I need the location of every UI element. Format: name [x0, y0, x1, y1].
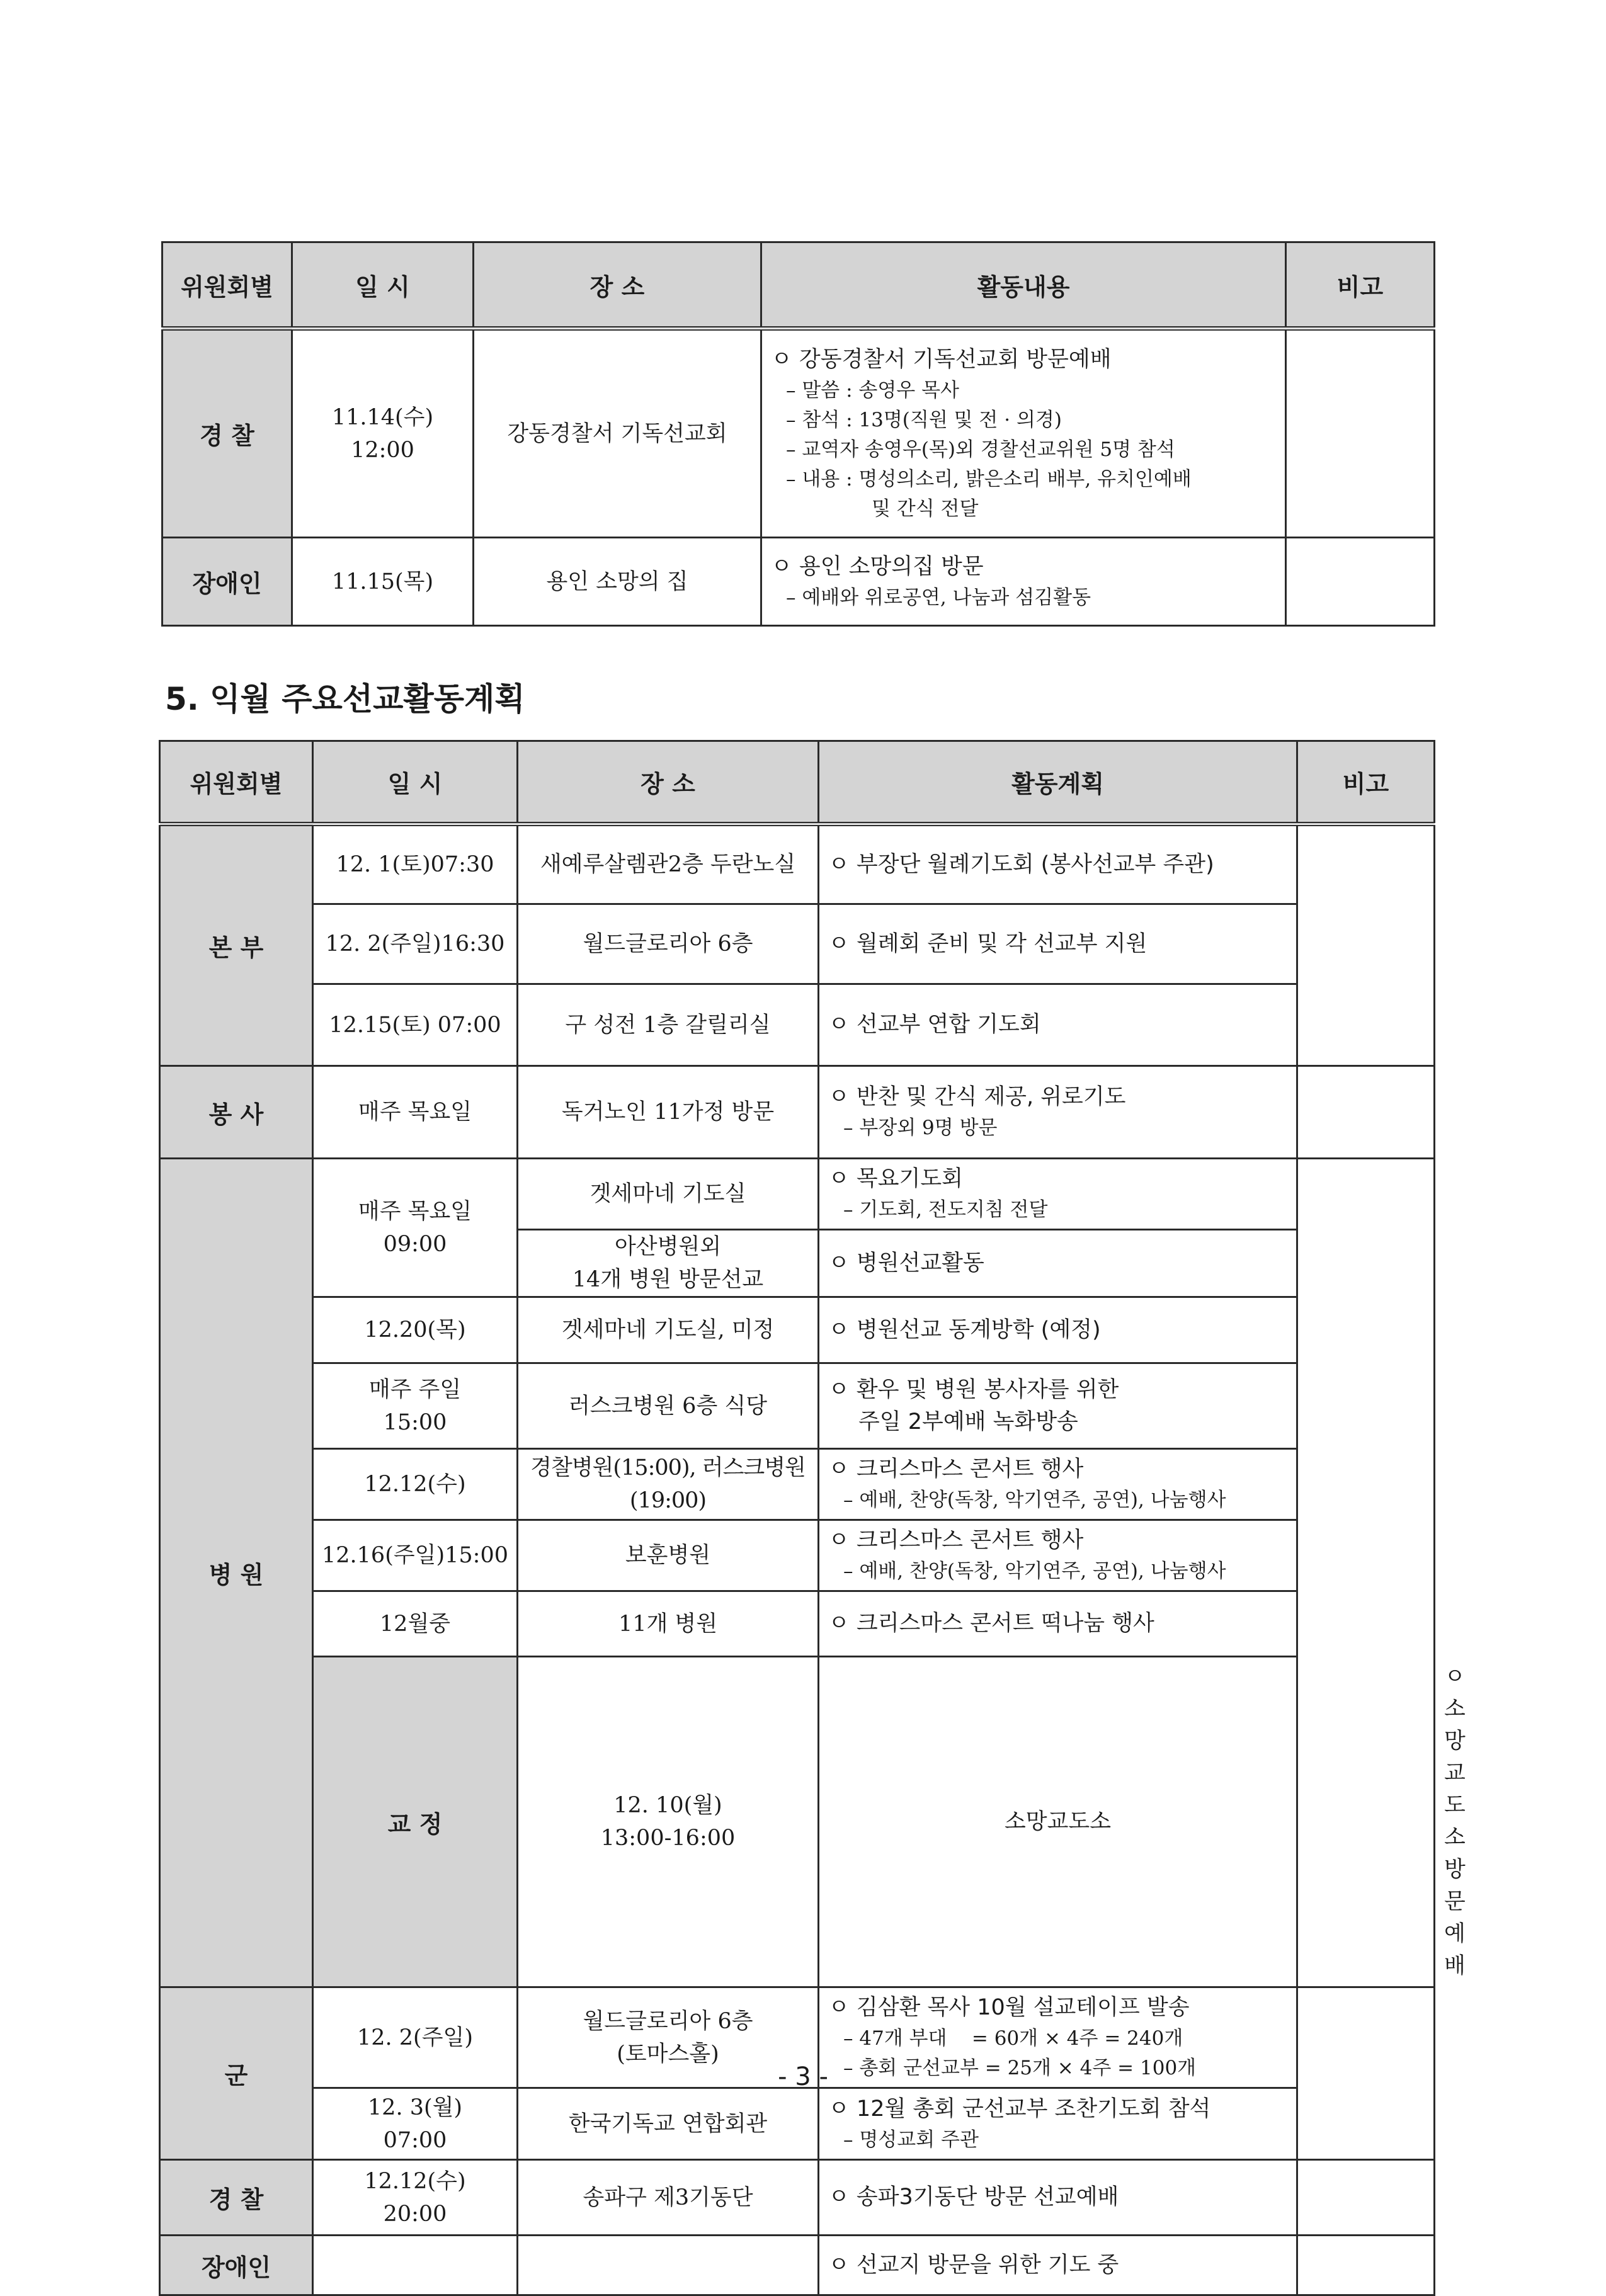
note-cell [1297, 2160, 1435, 2236]
table-row [160, 2236, 1435, 2295]
committee-cell: 봉 사 [160, 1066, 313, 1159]
place-cell: 보훈병원 [518, 1520, 819, 1591]
plan-cell: ㅇ 병원선교활동 [819, 1230, 1297, 1297]
date-cell: 매주 목요일 [313, 1066, 518, 1159]
plan-cell: ㅇ 12월 총회 군선교부 조찬기도회 참석 – 명성교회 주관 [819, 2088, 1297, 2160]
date-cell: 12.20(목) [313, 1297, 518, 1363]
place-cell: 경찰병원(15:00), 러스크병원(19:00) [518, 1449, 819, 1520]
header-date: 일 시 [313, 741, 518, 824]
note-cell [1297, 2236, 1435, 2295]
plan-cell: ㅇ 크리스마스 콘서트 떡나눔 행사 [819, 1591, 1297, 1657]
date-cell: 12. 3(월) 07:00 [313, 2088, 518, 2160]
place-cell: 11개 병원 [518, 1591, 819, 1657]
committee-cell: 경 찰 [160, 2160, 313, 2236]
table-row [160, 1520, 1435, 1591]
note-cell [1286, 538, 1435, 626]
table-row [162, 329, 1435, 538]
page-number: - 3 - [778, 2062, 828, 2091]
place-cell: 아산병원외 14개 병원 방문선교 [518, 1230, 819, 1297]
date-cell: 11.14(수) 12:00 [292, 329, 474, 538]
table-row [160, 1159, 1435, 1230]
header-plan: 활동계획 [819, 741, 1297, 824]
activity-cell: ㅇ 강동경찰서 기독선교회 방문예배 – 말씀 : 송영우 목사 – 참석 : 13명(직원 및 전 · 의경) – 교역자 송영우(목)외 경찰선교위원 5명 참석 – 내용 : 명성의소리, 밝은소리 배부, 유치인예배 및 간식 전달 [761, 329, 1286, 538]
plan-cell: ㅇ 월례회 준비 및 각 선교부 지원 [819, 904, 1297, 984]
header-committee: 위원회별 [162, 242, 292, 329]
place-cell: 겟세마네 기도실, 미정 [518, 1297, 819, 1363]
place-cell: 구 성전 1층 갈릴리실 [518, 984, 819, 1066]
table-row [160, 824, 1435, 904]
table-row [162, 538, 1435, 626]
committee-cell: 장애인 [160, 2236, 313, 2295]
plan-cell: ㅇ 부장단 월례기도회 (봉사선교부 주관) [819, 824, 1297, 904]
header-note: 비고 [1286, 242, 1435, 329]
plan-cell: ㅇ 김삼환 목사 10월 설교테이프 발송 – 47개 부대 = 60개 × 4주 = 240개 – 총회 군선교부 = 25개 × 4주 = 100개 [819, 1987, 1297, 2088]
table-row [160, 1297, 1435, 1363]
place-cell: 독거노인 11가정 방문 [518, 1066, 819, 1159]
date-cell: 매주 주일 15:00 [313, 1363, 518, 1449]
place-cell: 러스크병원 6층 식당 [518, 1363, 819, 1449]
committee-cell: 교 정 [313, 1657, 518, 1987]
place-cell: 월드글로리아 6층 (토마스홀) [518, 1987, 819, 2088]
date-cell: 12월중 [313, 1591, 518, 1657]
header-place: 장 소 [518, 741, 819, 824]
plan-cell: ㅇ 크리스마스 콘서트 행사 – 예배, 찬양(독창, 악기연주, 공연), 나눔행사 [819, 1520, 1297, 1591]
note-cell [1297, 1066, 1435, 1159]
plan-cell: ㅇ 목요기도회 – 기도회, 전도지침 전달 [819, 1159, 1297, 1230]
place-cell: 월드글로리아 6층 [518, 904, 819, 984]
date-cell: 12. 10(월) 13:00-16:00 [518, 1657, 819, 1987]
date-cell: 11.15(목) [292, 538, 474, 626]
table-row: 교 정 12. 10(월) 13:00-16:00 소망교도소 ㅇ 소망교도소 방문 예배 [160, 1657, 1435, 1987]
table-row [160, 904, 1435, 984]
plan-cell: ㅇ 선교부 연합 기도회 [819, 984, 1297, 1066]
table-row [160, 2160, 1435, 2236]
header-date: 일 시 [292, 242, 474, 329]
activity-cell: ㅇ 용인 소망의집 방문 – 예배와 위로공연, 나눔과 섬김활동 [761, 538, 1286, 626]
date-cell [313, 2236, 518, 2295]
table-row [160, 1066, 1435, 1159]
committee-cell: 병 원 [160, 1159, 313, 1987]
table-row [160, 1449, 1435, 1520]
place-cell: 한국기독교 연합회관 [518, 2088, 819, 2160]
plan-cell: ㅇ 반찬 및 간식 제공, 위로기도 – 부장외 9명 방문 [819, 1066, 1297, 1159]
section-title: 5. 익월 주요선교활동계획 [165, 681, 525, 717]
table-row [160, 1363, 1435, 1449]
date-cell: 12. 2(주일)16:30 [313, 904, 518, 984]
note-cell [1297, 824, 1435, 1066]
plan-cell: ㅇ 크리스마스 콘서트 행사 – 예배, 찬양(독창, 악기연주, 공연), 나눔행사 [819, 1449, 1297, 1520]
date-cell: 매주 목요일 09:00 [313, 1159, 518, 1297]
table-row [160, 2088, 1435, 2160]
table-row [160, 984, 1435, 1066]
place-cell: 소망교도소 [819, 1657, 1297, 1987]
table-header-row [160, 741, 1435, 824]
header-place: 장 소 [474, 242, 761, 329]
place-cell: 강동경찰서 기독선교회 [474, 329, 761, 538]
plan-cell: ㅇ 환우 및 병원 봉사자를 위한 주일 2부예배 녹화방송 [819, 1363, 1297, 1449]
date-cell: 12.12(수) [313, 1449, 518, 1520]
plan-cell: ㅇ 선교지 방문을 위한 기도 중 [819, 2236, 1297, 2295]
date-cell: 12.12(수) 20:00 [313, 2160, 518, 2236]
place-cell: 새예루살렘관2층 두란노실 [518, 824, 819, 904]
place-cell: 겟세마네 기도실 [518, 1159, 819, 1230]
date-cell: 12.16(주일)15:00 [313, 1520, 518, 1591]
header-note: 비고 [1297, 741, 1435, 824]
committee-cell: 경 찰 [162, 329, 292, 538]
activity-report-table [161, 241, 1435, 627]
place-cell [518, 2236, 819, 2295]
header-activity: 활동내용 [761, 242, 1286, 329]
date-cell: 12. 1(토)07:30 [313, 824, 518, 904]
note-cell [1286, 329, 1435, 538]
plan-cell: ㅇ 병원선교 동계방학 (예정) [819, 1297, 1297, 1363]
committee-cell: 군 [160, 1987, 313, 2160]
place-cell: 용인 소망의 집 [474, 538, 761, 626]
committee-cell: 장애인 [162, 538, 292, 626]
place-cell: 송파구 제3기동단 [518, 2160, 819, 2236]
table-header-row [162, 242, 1435, 329]
date-cell: 12. 2(주일) [313, 1987, 518, 2088]
table-row [160, 1591, 1435, 1657]
plan-cell: ㅇ 송파3기동단 방문 선교예배 [819, 2160, 1297, 2236]
date-cell: 12.15(토) 07:00 [313, 984, 518, 1066]
header-committee: 위원회별 [160, 741, 313, 824]
committee-cell: 본 부 [160, 824, 313, 1066]
note-cell [1297, 1159, 1435, 1987]
